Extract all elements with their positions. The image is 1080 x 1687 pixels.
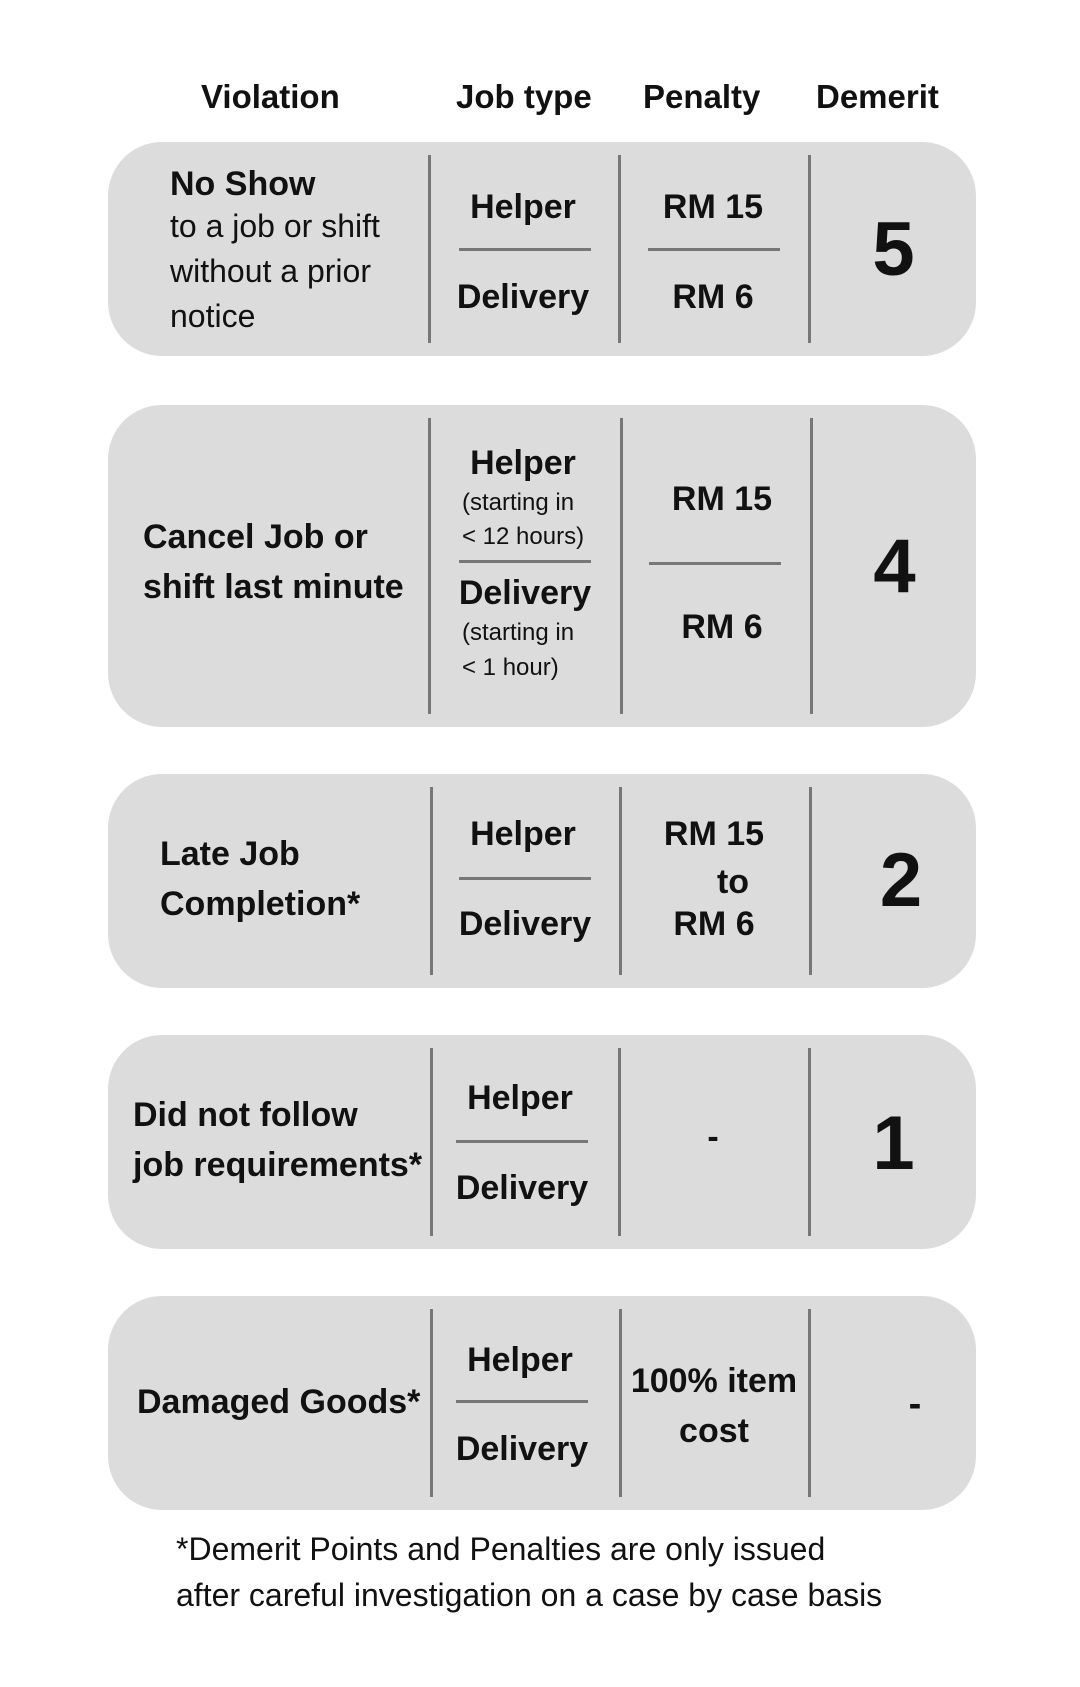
demerit-points: 1 xyxy=(872,1101,915,1186)
penalty-delivery: RM 6 xyxy=(681,608,763,646)
column-divider xyxy=(619,1309,622,1497)
column-divider xyxy=(619,787,622,975)
demerit-points: 5 xyxy=(872,207,915,292)
penalty-range-line: RM 15 xyxy=(663,815,765,853)
job-type-helper: Helper xyxy=(470,815,576,853)
violation-card-cancel-job xyxy=(108,405,976,727)
job-type-delivery: Delivery xyxy=(458,905,592,943)
penalty-line: 100% item xyxy=(630,1362,798,1400)
job-type-note: (starting in xyxy=(462,619,575,646)
violation-title: Damaged Goods* xyxy=(137,1383,421,1421)
penalty-delivery: RM 6 xyxy=(672,278,754,316)
violation-title: job requirements* xyxy=(133,1146,423,1184)
penalty-helper: RM 15 xyxy=(671,480,773,518)
job-type-note: (starting in xyxy=(462,489,575,516)
header-job-type: Job type xyxy=(456,78,592,115)
violation-card-late-completion xyxy=(108,774,976,988)
job-type-helper: Helper xyxy=(467,1079,573,1117)
header-demerit: Demerit xyxy=(816,78,939,115)
penalty-range-line: to xyxy=(716,863,750,901)
violation-title: Late Job xyxy=(160,835,300,873)
column-divider xyxy=(428,155,431,343)
column-divider xyxy=(430,1048,433,1236)
penalty-range-line: RM 6 xyxy=(673,905,755,943)
violation-description: without a prior xyxy=(170,253,371,289)
column-divider xyxy=(430,787,433,975)
footnote-line: after careful investigation on a case by case basis xyxy=(176,1577,883,1613)
job-type-delivery: Delivery xyxy=(456,278,590,316)
penalty-line: cost xyxy=(679,1412,749,1450)
header-violation: Violation xyxy=(201,78,340,115)
violation-title: No Show xyxy=(170,165,316,203)
job-type-delivery: Delivery xyxy=(455,1169,589,1207)
job-type-delivery: Delivery xyxy=(458,574,592,612)
column-divider xyxy=(620,418,623,714)
job-type-note: < 1 hour) xyxy=(462,654,559,681)
footnote-line: *Demerit Points and Penalties are only issued xyxy=(176,1531,826,1567)
job-type-divider xyxy=(459,877,591,880)
column-divider xyxy=(618,1048,621,1236)
column-divider xyxy=(428,418,431,714)
violation-title: Did not follow xyxy=(133,1096,358,1134)
job-type-helper: Helper xyxy=(470,188,576,226)
penalty-none: - xyxy=(707,1118,719,1156)
violation-title: Completion* xyxy=(160,885,361,923)
violation-description: notice xyxy=(170,298,256,334)
job-type-delivery: Delivery xyxy=(455,1430,589,1468)
job-type-divider xyxy=(459,560,591,563)
violation-card-damaged-goods xyxy=(108,1296,976,1510)
penalty-divider xyxy=(648,248,780,251)
column-divider xyxy=(618,155,621,343)
demerit-points: 2 xyxy=(879,838,923,923)
column-divider xyxy=(430,1309,433,1497)
violation-description: to a job or shift xyxy=(170,208,380,244)
penalty-divider xyxy=(649,562,781,565)
violation-title: Cancel Job or xyxy=(143,518,368,556)
job-type-divider xyxy=(456,1400,588,1403)
header-penalty: Penalty xyxy=(643,78,761,115)
violation-card-job-requirements xyxy=(108,1035,976,1249)
demerit-none: - xyxy=(908,1383,922,1425)
violation-title: shift last minute xyxy=(143,568,404,606)
job-type-divider xyxy=(459,248,591,251)
job-type-helper: Helper xyxy=(467,1341,573,1379)
job-type-helper: Helper xyxy=(470,444,576,482)
footnote xyxy=(176,1526,882,1618)
column-divider xyxy=(808,1309,811,1497)
violation-card-no-show xyxy=(108,142,976,356)
job-type-divider xyxy=(456,1140,588,1143)
demerit-points: 4 xyxy=(873,524,916,609)
job-type-note: < 12 hours) xyxy=(462,523,585,550)
penalty-helper: RM 15 xyxy=(662,188,764,226)
